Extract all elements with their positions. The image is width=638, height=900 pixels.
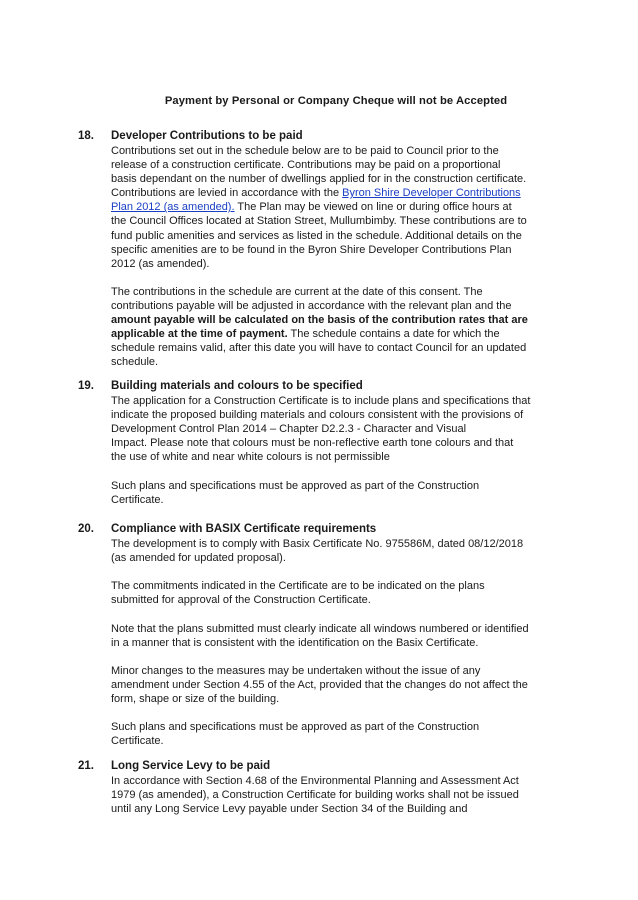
text-line: 1979 (as amended), a Construction Certificate for building works shall not be issued: [111, 789, 519, 802]
text-line: Certificate.: [111, 493, 164, 506]
text-line: Such plans and specifications must be approved as part of the Construction: [111, 479, 480, 492]
condition-number: 18.: [78, 130, 94, 142]
text-line: in a manner that is consistent with the identification on the Basix Certificate.: [111, 636, 479, 649]
condition-body: [111, 537, 563, 748]
condition-heading: [78, 130, 563, 144]
contributions-plan-link-continued[interactable]: Plan 2012 (as amended).: [111, 201, 235, 214]
emphasis-text: applicable at the time of payment.: [111, 328, 288, 341]
text-segment: The Plan may be viewed on line or during office hours at: [234, 201, 512, 214]
condition-heading: [78, 380, 563, 394]
text-line: [111, 200, 563, 214]
text-line: form, shape or size of the building.: [111, 693, 280, 706]
text-line: Minor changes to the measures may be undertaken without the issue of any: [111, 664, 481, 677]
text-line: schedule.: [111, 356, 159, 369]
condition-heading: [78, 523, 563, 537]
paragraph: [111, 394, 563, 464]
text-line: Note that the plans submitted must clearly indicate all windows numbered or identified: [111, 622, 529, 635]
text-line: basis dependant on the number of dwellings applied for in the construction certificate.: [111, 173, 527, 186]
condition-21: [78, 760, 563, 816]
text-line: Development Control Plan 2014 – Chapter D2.2.3 - Character and Visual: [111, 423, 467, 436]
paragraph: [111, 774, 563, 816]
condition-number: 20.: [78, 523, 94, 535]
text-line: contributions payable will be adjusted in accordance with the relevant plan and the: [111, 300, 512, 313]
text-line: (as amended for updated proposal).: [111, 552, 286, 565]
condition-number: 19.: [78, 380, 94, 392]
text-line: Impact. Please note that colours must be non-reflective earth tone colours and that: [111, 437, 514, 450]
paragraph: [111, 144, 563, 271]
condition-18: [78, 130, 563, 370]
paragraph: [111, 479, 563, 507]
paragraph: [111, 285, 563, 370]
text-line: Contributions set out in the schedule below are to be paid to Council prior to the: [111, 145, 499, 157]
text-line: Such plans and specifications must be approved as part of the Construction: [111, 721, 480, 734]
condition-body: [111, 394, 563, 507]
condition-20: [78, 523, 563, 748]
text-line: Certificate.: [111, 735, 164, 748]
condition-title: Long Service Levy to be paid: [111, 760, 271, 772]
text-line: The contributions in the schedule are current at the date of this consent. The: [111, 285, 483, 298]
text-line: the use of white and near white colours is not permissible: [111, 451, 390, 464]
text-segment: Contributions are levied in accordance with the: [111, 187, 343, 200]
paragraph: [111, 664, 563, 706]
text-line: [111, 327, 563, 341]
text-line: In accordance with Section 4.68 of the Environmental Planning and Assessment Act: [111, 775, 519, 787]
condition-body: [111, 144, 563, 370]
condition-heading: [78, 760, 563, 774]
paragraph: [111, 537, 563, 565]
text-line: The application for a Construction Certificate is to include plans and specifications that: [111, 395, 531, 407]
text-line: until any Long Service Levy payable under Section 34 of the Building and: [111, 803, 468, 816]
text-line: amendment under Section 4.55 of the Act, provided that the changes do not affect the: [111, 678, 528, 691]
condition-body: [111, 774, 563, 816]
condition-19: [78, 380, 563, 507]
text-line: schedule remains valid, after this date you will have to contact Council for an updated: [111, 342, 527, 355]
text-line: The development is to comply with Basix Certificate No. 975586M, dated 08/12/2018: [111, 538, 524, 550]
text-line: indicate the proposed building materials and colours consistent with the provisions of: [111, 409, 524, 422]
text-line: The commitments indicated in the Certificate are to be indicated on the plans: [111, 580, 485, 593]
text-line: [111, 186, 563, 200]
text-line: specific amenities are to be found in the Byron Shire Developer Contributions Plan: [111, 243, 512, 256]
condition-number: 21.: [78, 760, 94, 772]
text-line: submitted for approval of the Construction Certificate.: [111, 594, 371, 607]
cheque-notice: Payment by Personal or Company Cheque will not be Accepted: [164, 95, 508, 107]
condition-title: Compliance with BASIX Certificate requirements: [111, 523, 377, 535]
condition-title: Developer Contributions to be paid: [111, 130, 303, 142]
text-line: fund public amenities and services as listed in the schedule. Additional details on the: [111, 229, 522, 242]
paragraph: [111, 579, 563, 607]
paragraph: [111, 720, 563, 748]
text-line: [111, 313, 563, 327]
text-segment: The schedule contains a date for which the: [287, 328, 500, 341]
emphasis-text: amount payable will be calculated on the basis of the contribution rates that are: [111, 314, 528, 327]
paragraph: [111, 622, 563, 650]
text-line: 2012 (as amended).: [111, 257, 210, 270]
text-line: the Council Offices located at Station Street, Mullumbimby. These contributions are to: [111, 215, 527, 228]
condition-title: Building materials and colours to be specified: [111, 380, 363, 392]
contributions-plan-link[interactable]: Byron Shire Developer Contributions: [342, 187, 521, 200]
text-line: release of a construction certificate. Contributions may be paid on a proportional: [111, 159, 501, 172]
